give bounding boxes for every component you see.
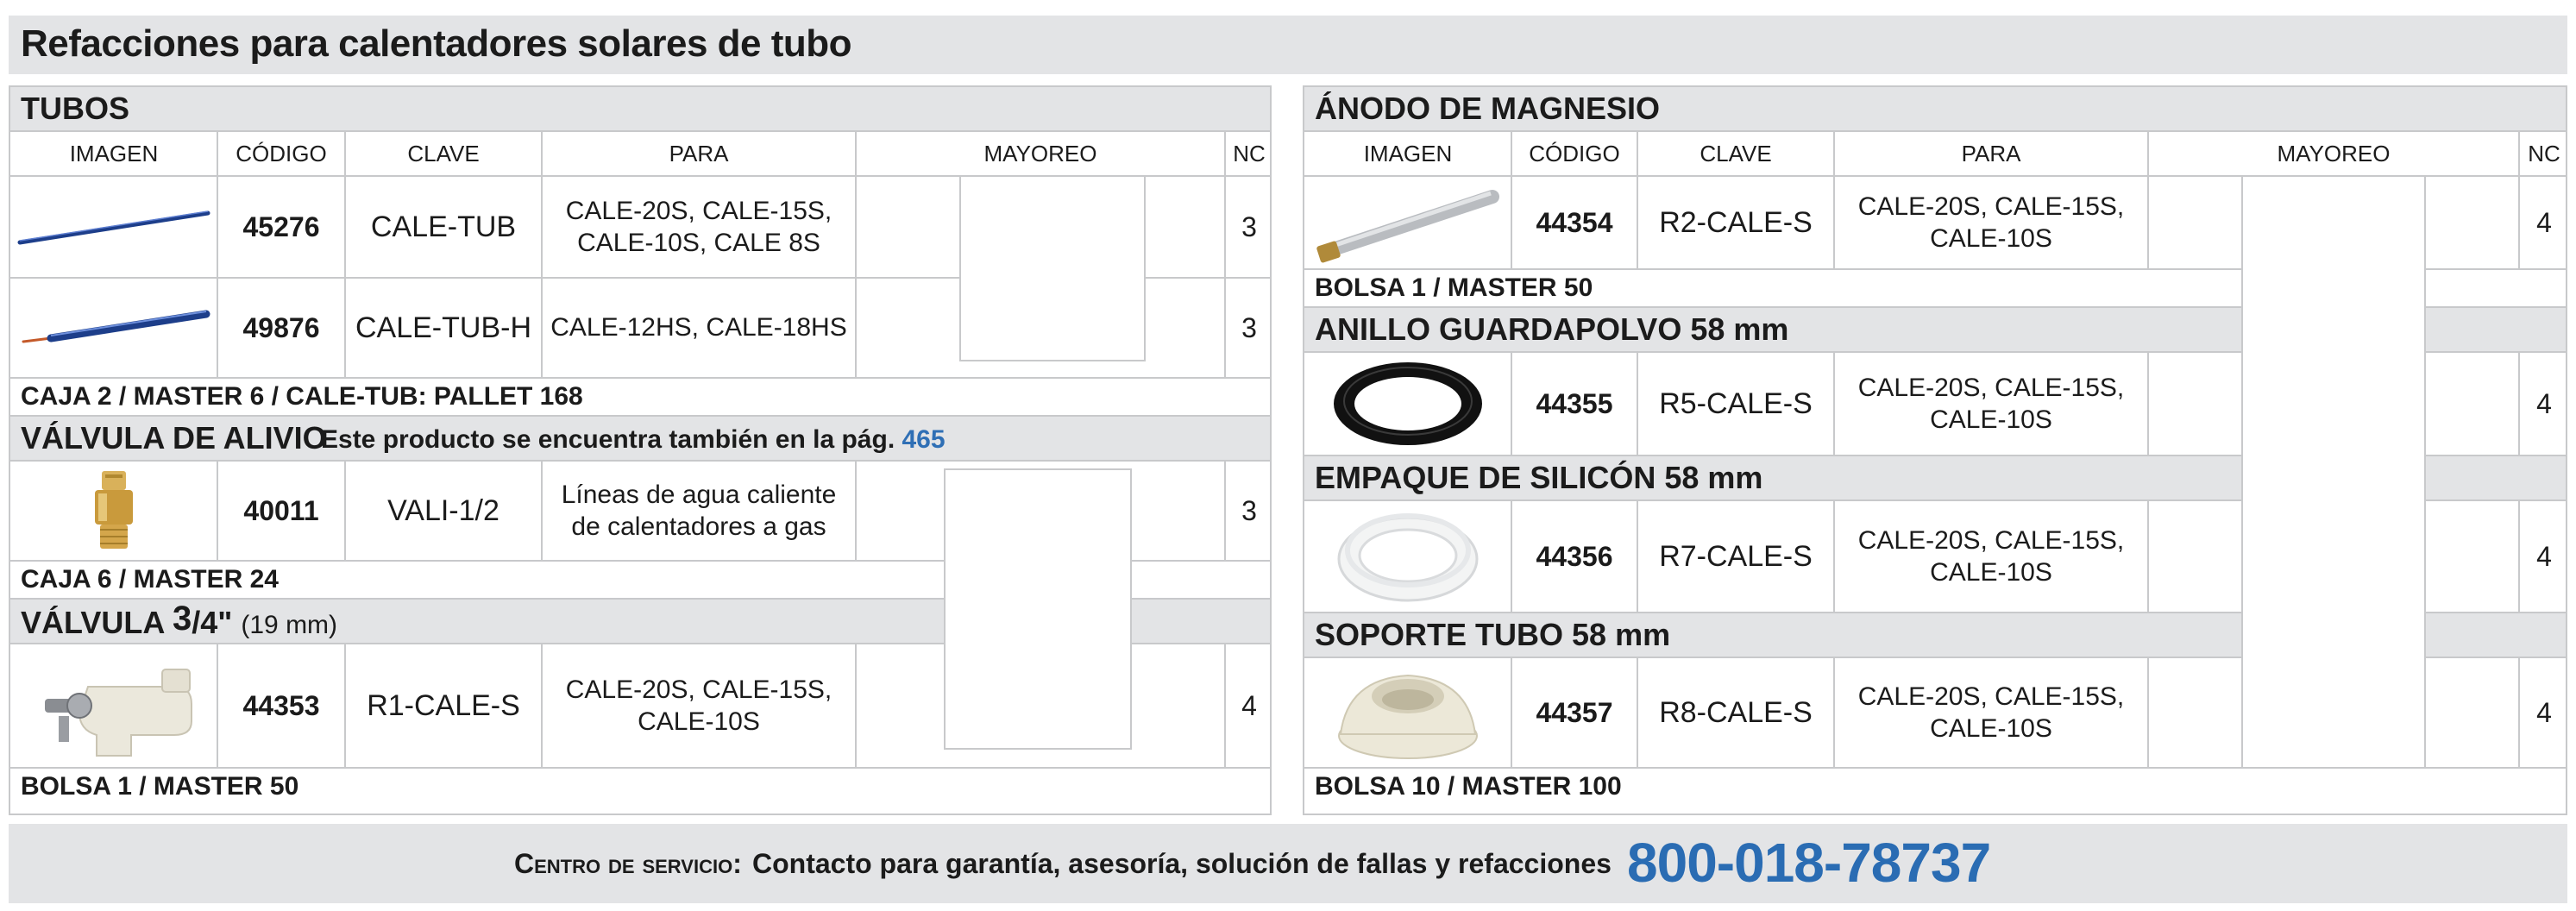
column-header-imagen: IMAGEN — [1363, 141, 1453, 166]
packaging-info — [10, 379, 1270, 417]
column-divider — [1833, 353, 1835, 456]
column-header-nc: NC — [2528, 141, 2560, 166]
column-divider — [1224, 462, 1226, 562]
product-compatibility: CALE-20S, CALE-15S, CALE-10S — [565, 675, 832, 736]
nc-value: 4 — [2536, 206, 2552, 238]
black-ring-icon — [1304, 353, 1511, 455]
section-title-valvula-3-4: VÁLVULA 3/4" (19 mm) — [21, 600, 338, 640]
column-header-clave: CLAVE — [407, 141, 480, 166]
column-divider — [344, 132, 346, 379]
silicone-gasket-icon — [1304, 501, 1511, 612]
product-code: 44355 — [1536, 387, 1613, 419]
column-divider — [1637, 132, 1638, 270]
packaging-text: BOLSA 1 / MASTER 50 — [1315, 273, 1593, 302]
product-code: 40011 — [243, 494, 319, 526]
column-divider — [1637, 353, 1638, 456]
blue-tube-icon — [10, 177, 217, 277]
nc-value: 4 — [2536, 387, 2552, 419]
column-divider — [541, 462, 543, 562]
product-compatibility: CALE-20S, CALE-15S, CALE-10S — [1857, 682, 2125, 743]
product-key: R5-CALE-S — [1659, 386, 1813, 420]
mayoreo-price-box — [944, 468, 1132, 750]
nc-value: 4 — [2536, 696, 2552, 728]
section-header-tubos — [10, 87, 1270, 132]
column-divider — [1833, 658, 1835, 769]
product-code: 45276 — [242, 210, 320, 242]
section-title-anodo: ÁNODO DE MAGNESIO — [1315, 91, 1661, 126]
packaging-text: CAJA 2 / MASTER 6 / CALE-TUB: PALLET 168 — [21, 382, 583, 411]
column-header-imagen: IMAGEN — [69, 141, 159, 166]
product-code: 49876 — [242, 311, 320, 343]
blue-heat-tube-icon — [10, 279, 217, 377]
right-panel — [1303, 85, 2567, 815]
product-code: 44354 — [1536, 206, 1613, 238]
column-header-para: PARA — [669, 141, 729, 166]
page-link[interactable]: 465 — [902, 425, 946, 454]
packaging-info — [1304, 769, 2566, 807]
nc-value: 4 — [2536, 540, 2552, 572]
nc-value: 3 — [1241, 311, 1257, 343]
column-divider — [1637, 658, 1638, 769]
product-key: R2-CALE-S — [1659, 205, 1813, 239]
column-divider — [2518, 658, 2520, 769]
column-divider — [2518, 353, 2520, 456]
service-footer — [9, 824, 2567, 903]
column-header-clave: CLAVE — [1700, 141, 1772, 166]
column-divider — [1511, 132, 1512, 270]
column-divider — [1511, 501, 1512, 613]
section-header-anodo — [1304, 87, 2566, 132]
column-divider — [344, 462, 346, 562]
section-title-empaque: EMPAQUE DE SILICÓN 58 mm — [1315, 460, 1763, 495]
column-divider — [2147, 353, 2149, 456]
service-phone-number[interactable]: 800-018-78737 — [1627, 832, 1991, 894]
magnesium-anode-icon — [1304, 177, 1511, 268]
column-divider — [2518, 501, 2520, 613]
column-divider — [217, 132, 218, 379]
column-divider — [1224, 644, 1226, 769]
column-divider — [217, 644, 218, 769]
page-title-bar — [9, 16, 2567, 74]
page-title: Refacciones para calentadores solares de tubo — [21, 22, 851, 65]
product-code: 44356 — [1536, 540, 1613, 572]
column-divider — [855, 462, 857, 562]
column-divider — [1833, 132, 1835, 270]
section-title-valvula-alivio: VÁLVULA DE ALIVIO — [21, 420, 327, 456]
product-key: R7-CALE-S — [1659, 539, 1813, 573]
product-code: 44353 — [242, 689, 320, 721]
column-header-nc: NC — [1233, 141, 1266, 166]
product-compatibility: CALE-20S, CALE-15S, CALE-10S — [1857, 192, 2125, 253]
section-header-valvula-alivio — [10, 417, 1270, 462]
packaging-info — [10, 769, 1270, 807]
column-divider — [541, 132, 543, 379]
left-panel — [9, 85, 1272, 815]
column-divider — [541, 644, 543, 769]
section-title-anillo: ANILLO GUARDAPOLVO 58 mm — [1315, 311, 1789, 347]
section-title-soporte: SOPORTE TUBO 58 mm — [1315, 617, 1671, 652]
packaging-text: BOLSA 1 / MASTER 50 — [21, 772, 299, 801]
column-divider — [1224, 132, 1226, 379]
column-header-mayoreo: MAYOREO — [983, 141, 1097, 166]
column-divider — [1833, 501, 1835, 613]
product-compatibility: CALE-20S, CALE-15S, CALE-10S — [1857, 373, 2125, 434]
column-header-mayoreo: MAYOREO — [2277, 141, 2391, 166]
mayoreo-price-box — [959, 177, 1146, 361]
column-divider — [855, 644, 857, 769]
brass-relief-valve-icon — [10, 462, 217, 560]
column-divider — [1637, 501, 1638, 613]
column-divider — [1511, 658, 1512, 769]
column-header-codigo: CÓDIGO — [236, 141, 327, 166]
product-key: R1-CALE-S — [367, 688, 520, 722]
column-headers-left — [10, 132, 1270, 177]
mayoreo-price-box — [2241, 177, 2426, 769]
page-reference-note: Este producto se encuentra también en la pág. 465 — [321, 425, 946, 454]
product-key: CALE-TUB — [370, 210, 517, 243]
white-valve-icon — [10, 644, 217, 767]
product-key: CALE-TUB-H — [355, 311, 532, 344]
product-compatibility: CALE-12HS, CALE-18HS — [550, 313, 847, 342]
product-key: R8-CALE-S — [1659, 695, 1813, 729]
column-header-codigo: CÓDIGO — [1529, 141, 1620, 166]
column-header-para: PARA — [1961, 141, 2021, 166]
product-code: 44357 — [1536, 696, 1613, 728]
packaging-text: BOLSA 10 / MASTER 100 — [1315, 772, 1622, 801]
nc-value: 3 — [1241, 494, 1257, 526]
packaging-text: CAJA 6 / MASTER 24 — [21, 565, 279, 594]
product-compatibility: CALE-20S, CALE-15S, CALE-10S, CALE 8S — [565, 196, 832, 257]
service-label: Centro de servicio: — [514, 848, 742, 879]
column-divider — [2147, 658, 2149, 769]
column-divider — [2147, 132, 2149, 270]
column-headers-right — [1304, 132, 2566, 177]
tube-support-icon — [1304, 658, 1511, 767]
nc-value: 4 — [1241, 689, 1257, 721]
column-divider — [2518, 132, 2520, 270]
product-key: VALI-1/2 — [387, 493, 499, 527]
product-compatibility: CALE-20S, CALE-15S, CALE-10S — [1857, 525, 2125, 587]
column-divider — [2147, 501, 2149, 613]
nc-value: 3 — [1241, 210, 1257, 242]
column-divider — [1511, 353, 1512, 456]
column-divider — [217, 462, 218, 562]
column-divider — [344, 644, 346, 769]
section-title-tubos: TUBOS — [21, 91, 129, 126]
column-divider — [855, 132, 857, 379]
product-compatibility: Líneas de agua caliente de calentadores a gas — [561, 480, 837, 541]
service-contact-text: Contacto para garantía, asesoría, solución de fallas y refacciones — [752, 848, 1612, 879]
